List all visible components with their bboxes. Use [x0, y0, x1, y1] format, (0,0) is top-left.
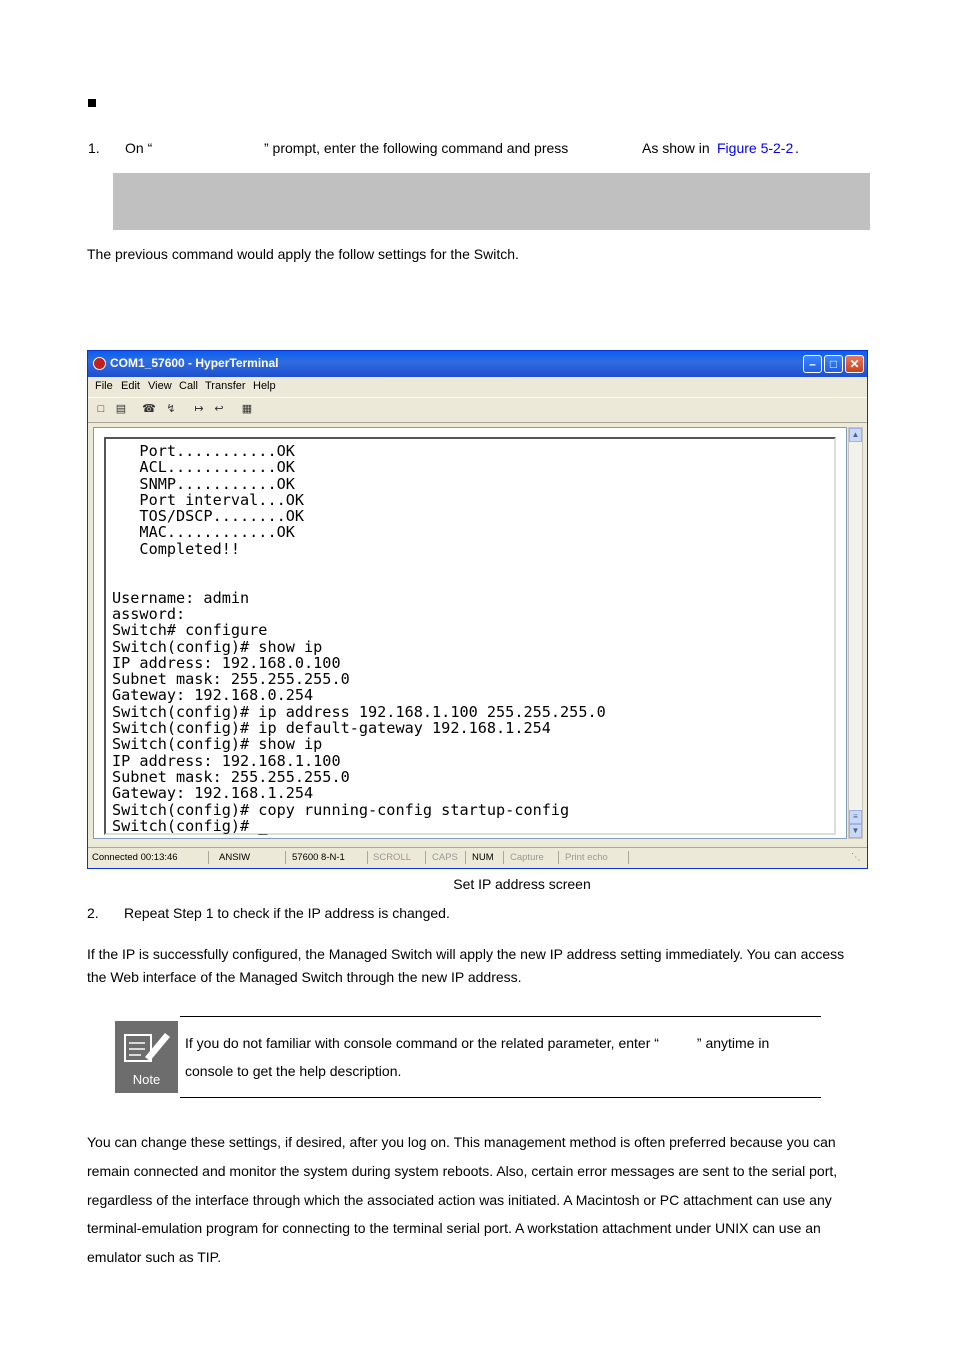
note-line-1 [185, 1035, 769, 1051]
scroll-thumb[interactable]: ≡ [849, 810, 862, 824]
receive-icon[interactable]: ↩ [214, 403, 224, 415]
maximize-button[interactable] [824, 355, 843, 373]
close-button[interactable] [845, 355, 864, 373]
terminal-output: Port...........OK ACL............OK SNMP...........OK Port interval...OK TOS/DSCP........OK MAC............OK Completed!! Username: admin assword: Switch# configure Switch(config)# show ip IP address: 192.168.0.100 Subnet mask: 255.255.255.0 Gateway: 192.168.0.254 Switch(config)# ip address 192.168.1.100 255.255.255.0 Switch(config)# ip default-gateway 192.168.1.254 Switch(config)# show ip IP address: 192.168.1.100 Subnet mask: 255.255.255.0 Gateway: 192.168.1.254 Switch(config)# copy running-config startup-config Switch(config)# _ [112, 442, 606, 835]
scroll-up-icon[interactable]: ▲ [849, 428, 862, 442]
step-2-text: Repeat Step 1 to check if the IP address is changed. [124, 905, 450, 921]
step-1-period: . [795, 140, 799, 156]
note-line-1-text: If you do not familiar with console command or the related parameter, enter “ [185, 1035, 659, 1051]
menu-call[interactable]: Call [179, 380, 198, 392]
note-bottom-rule [180, 1097, 821, 1098]
status-emulation: ANSIW [219, 852, 251, 863]
new-document-icon[interactable]: □ [97, 403, 105, 415]
vertical-scrollbar[interactable] [848, 427, 863, 839]
open-folder-icon[interactable]: ▤ [115, 403, 127, 415]
menu-help[interactable]: Help [253, 380, 276, 392]
para-final-line-4: terminal-emulation program for connecting to the terminal serial port. A workstation attachment under UNIX can use an [87, 1220, 821, 1236]
para-success-line-1: If the IP is successfully configured, the Managed Switch will apply the new IP address setting immediately. You can access [87, 946, 845, 962]
bullet-square [88, 99, 96, 107]
status-bar [88, 847, 867, 867]
step-1-number: 1. [88, 140, 100, 156]
note-icon [115, 1021, 178, 1093]
connect-phone-icon[interactable]: ☎ [142, 403, 156, 415]
menu-bar [88, 377, 867, 397]
note-pencil-icon [115, 1021, 178, 1071]
note-line-1-end: ” anytime in [696, 1035, 770, 1051]
para-final-line-5: emulator such as TIP. [87, 1249, 222, 1265]
scroll-down-icon[interactable]: ▼ [849, 824, 862, 838]
minimize-button[interactable] [803, 355, 822, 373]
step-1-on: On “ [125, 140, 153, 156]
status-num: NUM [472, 852, 494, 863]
command-box [113, 173, 870, 230]
close-icon: ✕ [849, 357, 860, 371]
status-scroll: SCROLL [373, 852, 412, 863]
note-top-rule [180, 1016, 821, 1017]
menu-file[interactable]: File [95, 380, 113, 392]
note-line-2: console to get the help description. [185, 1063, 402, 1079]
terminal-screen [104, 437, 836, 835]
menu-view[interactable]: View [148, 380, 172, 392]
status-caps: CAPS [432, 852, 458, 863]
hyperterminal-window [87, 350, 868, 869]
figure-link[interactable]: Figure 5-2-2 [717, 140, 794, 156]
send-icon[interactable]: ↦ [194, 403, 204, 415]
properties-icon[interactable]: ▦ [241, 403, 253, 415]
hyperterminal-app-icon [93, 357, 106, 370]
para-previous: The previous command would apply the follow settings for the Switch. [87, 246, 519, 262]
note-label: Note [132, 1072, 161, 1087]
status-print-echo: Print echo [565, 852, 608, 863]
para-final-line-2: remain connected and monitor the system during system reboots. Also, certain error messages are sent to the serial port, [87, 1163, 838, 1179]
step-1-prompt-text: ” prompt, enter the following command and press [264, 140, 569, 156]
title-bar[interactable] [88, 351, 867, 377]
menu-edit[interactable]: Edit [121, 380, 140, 392]
disconnect-icon[interactable]: ↯ [166, 403, 176, 415]
status-baud: 57600 8-N-1 [292, 852, 345, 863]
status-capture: Capture [510, 852, 544, 863]
terminal-area[interactable] [93, 427, 847, 839]
status-connected: Connected 00:13:46 [92, 852, 178, 863]
menu-transfer[interactable]: Transfer [205, 380, 246, 392]
window-title: COM1_57600 - HyperTerminal [110, 356, 279, 370]
step-1-as-show: As show in [642, 140, 710, 156]
resize-grip-icon[interactable]: ⋱ [851, 852, 861, 863]
toolbar [88, 397, 867, 423]
maximize-icon: □ [829, 357, 838, 371]
minimize-icon: – [809, 357, 816, 371]
para-success-line-2: the Web interface of the Managed Switch through the new IP address. [87, 969, 522, 985]
para-final-line-1: You can change these settings, if desired, after you log on. This management method is often preferred because you can [87, 1134, 836, 1150]
figure-caption: Set IP address screen [453, 876, 591, 892]
para-final-line-3: regardless of the interface through which the associated action was initiated. A Macintosh or PC attachment can use any [87, 1192, 832, 1208]
step-2-number: 2. [87, 905, 99, 921]
